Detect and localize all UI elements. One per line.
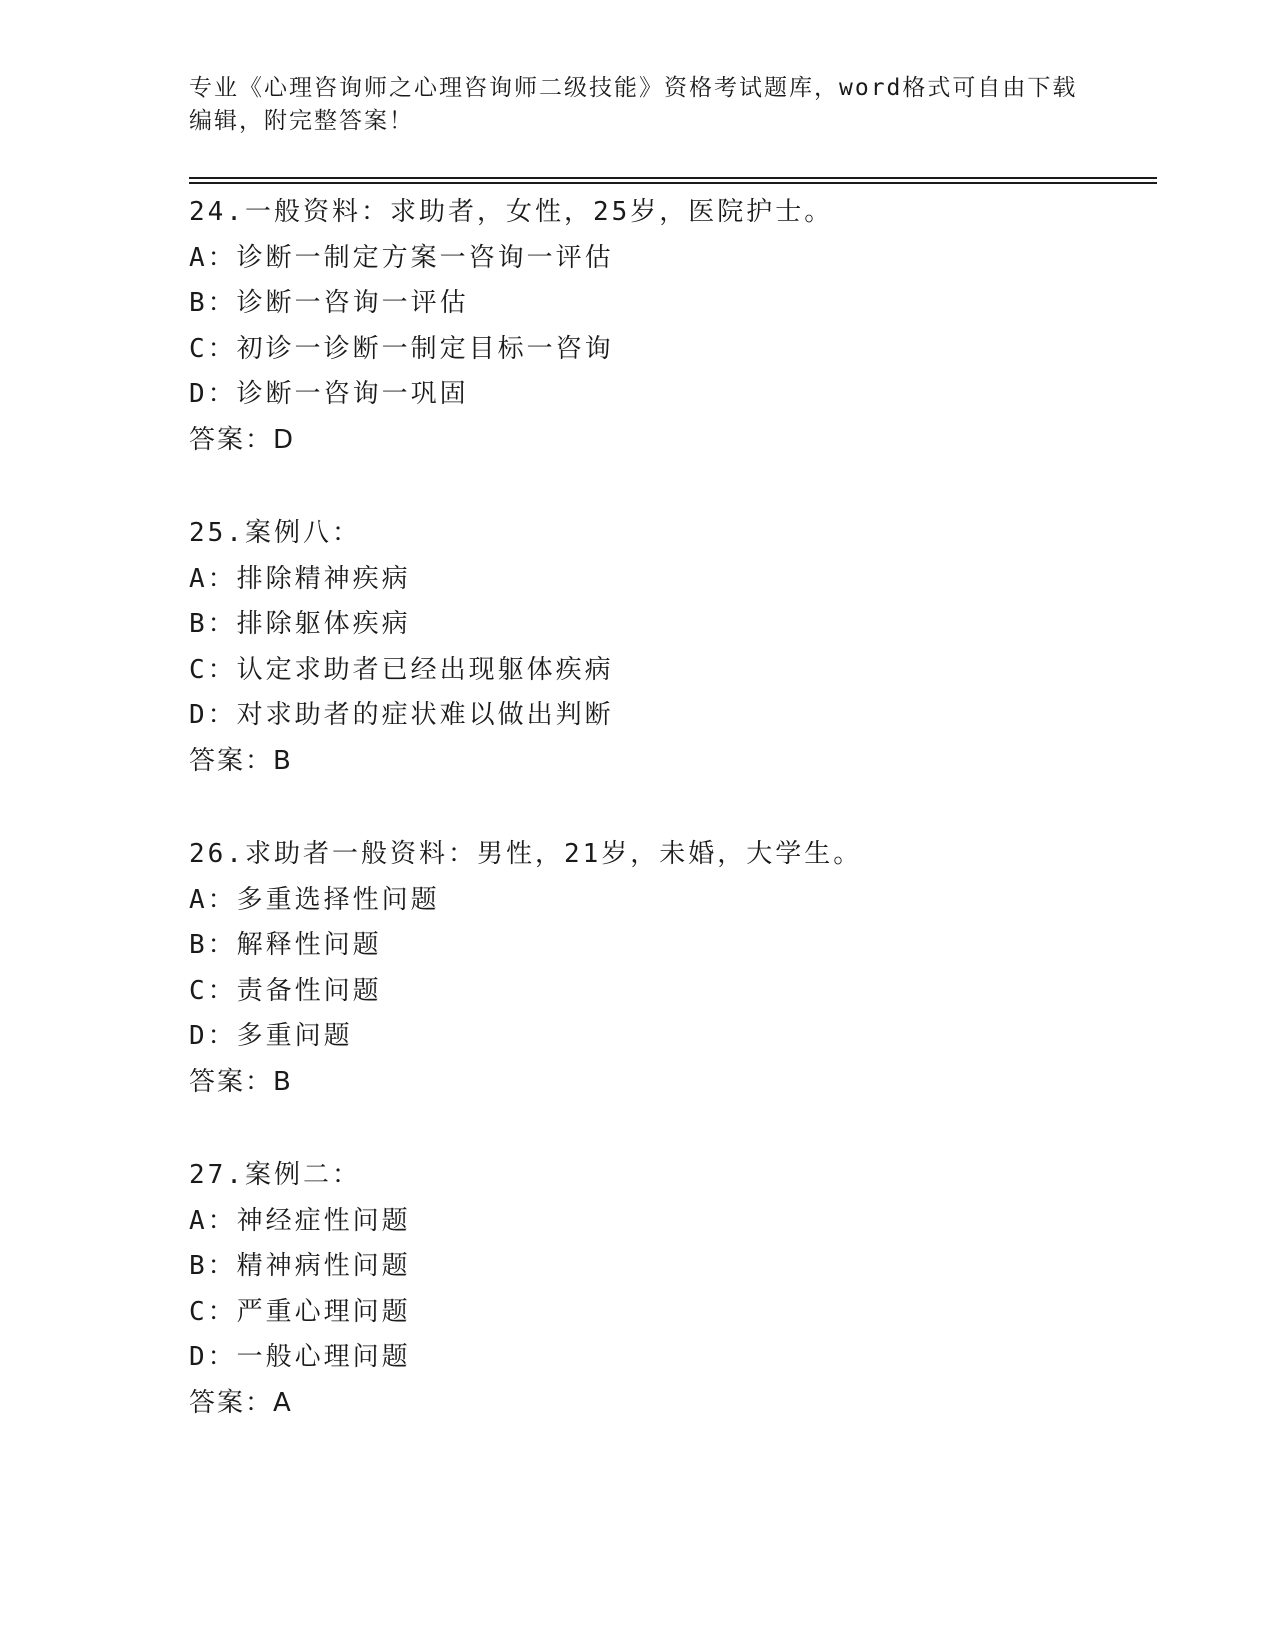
answer-label: 答案：B: [189, 745, 293, 776]
answer-label: 答案：A: [189, 1387, 293, 1418]
option-d: D：一般心理问题: [189, 1342, 411, 1373]
header-line-1: 专业《心理咨询师之心理咨询师二级技能》资格考试题库，word格式可自由下载: [189, 75, 1078, 101]
question-27: [189, 1153, 1149, 1474]
question-stem: 24.一般资料：求助者，女性，25岁，医院护士。: [189, 197, 834, 227]
option-d: D：诊断一咨询一巩固: [189, 379, 469, 410]
option-b: B：排除躯体疾病: [189, 609, 411, 640]
answer-label: 答案：B: [189, 1066, 293, 1097]
document-header: [189, 72, 1089, 138]
option-c: C：严重心理问题: [189, 1296, 411, 1327]
option-d: D：对求助者的症状难以做出判断: [189, 700, 614, 731]
option-c: C：初诊一诊断一制定目标一咨询: [189, 333, 614, 364]
header-divider-bottom: [189, 182, 1157, 184]
header-divider-top: [189, 177, 1157, 179]
question-stem: 25.案例八：: [189, 518, 361, 548]
question-25: [189, 511, 1149, 832]
option-b: B：精神病性问题: [189, 1251, 411, 1282]
option-b: B：解释性问题: [189, 930, 382, 961]
question-stem: 27.案例二：: [189, 1160, 361, 1190]
option-c: C：认定求助者已经出现躯体疾病: [189, 654, 614, 685]
question-24: [189, 190, 1149, 511]
option-a: A：神经症性问题: [189, 1205, 411, 1236]
answer-label: 答案：D: [189, 424, 296, 455]
option-a: A：诊断一制定方案一咨询一评估: [189, 242, 614, 273]
option-a: A：排除精神疾病: [189, 563, 411, 594]
header-line-2: 编辑，附完整答案！: [189, 108, 414, 134]
question-stem: 26.求助者一般资料：男性，21岁，未婚，大学生。: [189, 839, 863, 869]
option-d: D：多重问题: [189, 1021, 353, 1052]
option-a: A：多重选择性问题: [189, 884, 440, 915]
question-26: [189, 832, 1149, 1153]
question-list: [189, 190, 1149, 1474]
option-c: C：责备性问题: [189, 975, 382, 1006]
option-b: B：诊断一咨询一评估: [189, 288, 469, 319]
